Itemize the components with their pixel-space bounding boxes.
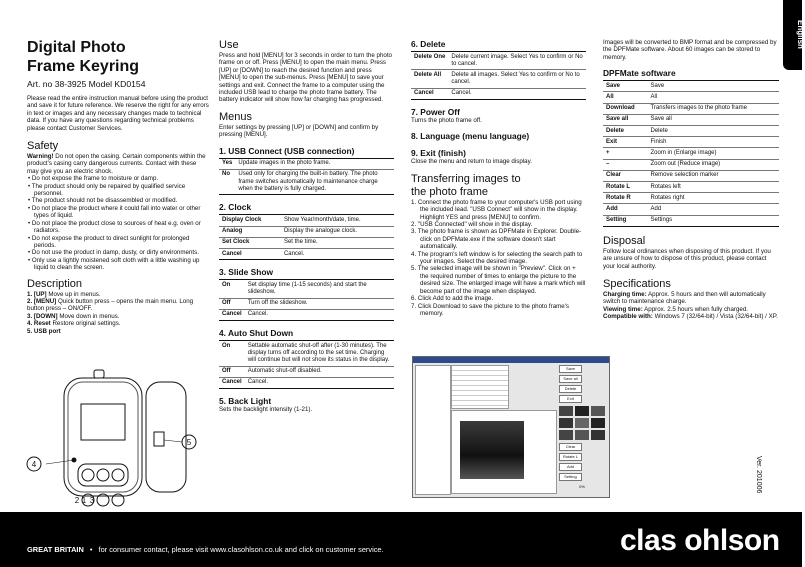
button-up — [82, 469, 94, 481]
disposal-text: Follow local ordinances when disposing of this product. If you are unsure of how to dispose of this product, please contact your local authority. — [603, 247, 771, 270]
footer-country: GREAT BRITAIN — [27, 545, 84, 554]
back-light-heading: 5. Back Light — [219, 396, 272, 407]
list-item: 1. Connect the photo frame to your computer's USB port using the included lead. "USB Connect" will show in the display. Highlight YES and press [MENU] to confirm. — [411, 198, 582, 221]
callout-3-label: 3 — [89, 496, 95, 505]
list-item: 4. The program's left window is for selecting the search path to your images. Select the desired image. — [411, 250, 583, 266]
language-tab-label: English — [795, 20, 805, 49]
column-4 — [603, 39, 779, 321]
power-off-text: Turns the photo frame off. — [411, 117, 482, 125]
callout-5-label: 5 — [186, 438, 192, 447]
clock-table — [219, 214, 394, 260]
title-line-1: Digital Photo — [27, 39, 126, 56]
table-row: + Zoom in (Enlarge image) — [603, 148, 779, 159]
footer-contact-text: for consumer contact, please visit www.clasohlson.co.uk and click on customer service. — [98, 545, 384, 554]
exit-button[interactable]: Exit — [559, 395, 582, 403]
list-item: • Do not place the product where it could fall into water or other types of liquid. — [28, 204, 201, 220]
transferring-heading-1: Transferring images to — [411, 172, 521, 185]
list-item: • Do not expose the product to direct sunlight for prolonged periods. — [28, 234, 190, 249]
usb-connect-table — [219, 158, 394, 196]
file-list — [451, 365, 509, 409]
button-menu — [97, 469, 109, 481]
menus-heading: Menus — [219, 110, 253, 123]
title-line-2: Frame Keyring — [27, 58, 140, 75]
table-row: Save all Save all — [603, 114, 779, 125]
table-row: All All — [603, 92, 779, 103]
table-row: Yes Update images in the photo frame. — [222, 160, 331, 167]
warning-label: Warning! — [27, 153, 54, 161]
table-row: Delete All Delete all images. Select Yes to confirm or No to cancel. — [411, 70, 586, 88]
clear-button[interactable]: Clear — [559, 443, 582, 451]
preview-pane — [451, 410, 557, 494]
bmp-note: Images will be converted to BMP format and be compressed by the DPFMate software. About 60 images can be stored to memory. — [603, 39, 777, 61]
clock-heading: 2. Clock — [219, 202, 252, 213]
description-item: 3. [DOWN] Move down in menus. — [27, 312, 120, 320]
table-row: Delete One Delete current image. Select Yes to confirm or No to cancel. — [414, 53, 583, 67]
list-item: • Do not expose the frame to moisture or damp. — [28, 175, 159, 183]
list-item: 3. The photo frame is shown as DPFMate in Explorer. Double-click on DPFMate.exe if the software doesn't start automatically. — [411, 228, 582, 251]
use-text: Press and hold [MENU] for 3 seconds in order to turn the photo frame on or off. Press [MENU] to open the main menu. Press [UP] or [DOWN] to reach the desired function and press [MENU] to open the sub-menus. Press [MENU] to save your settings and exit. Connect the frame to a computer using the included USB lead to charge the photo frame battery. The battery indicator will show how far charging has progressed. — [219, 52, 392, 104]
table-row: Cancel Cancel. — [219, 377, 394, 388]
list-item: 5. The selected image will be shown in "Preview". Click on + the required number of times to enlarge the picture to the desired size. The enlarged image will have a mark which will become part of the image when displayed. — [411, 265, 586, 295]
menus-text: Enter settings by pressing [UP] or [DOWN] and confirm by pressing [MENU]. — [219, 123, 379, 139]
table-row: Save Save — [606, 82, 665, 89]
list-item: • The product should only be repaired by qualified service personnel. — [28, 182, 186, 198]
keyring-loop — [94, 370, 104, 378]
table-row: On Set display time (1-15 seconds) and start the slideshow. — [222, 281, 367, 295]
slide-show-heading: 3. Slide Show — [219, 267, 273, 278]
usb-connect-heading: 1. USB Connect (USB connection) — [219, 145, 355, 156]
list-item: • Do not place the product close to sources of heat e.g. oven or radiators. — [28, 219, 201, 235]
thumbnail-grid — [559, 406, 605, 440]
table-row: – Zoom out (Reduce image) — [603, 159, 779, 170]
column-3 — [411, 39, 586, 317]
software-screenshot — [412, 356, 610, 498]
safety-heading: Safety — [27, 140, 59, 153]
table-row: Analog Display the analogue clock. — [219, 226, 394, 237]
table-row: Cancel Cancel. — [219, 249, 394, 260]
list-item: • The product should not be disassembled or modified. — [28, 197, 178, 205]
table-row: No Used only for charging the built-in battery. The photo frame switches automatically to maintenance charge when the battery is fully charged. — [219, 169, 394, 195]
footer-contact — [27, 545, 384, 554]
list-item: • Only use a lightly moistened soft cloth with a little washing up liquid to clean the screen. — [28, 256, 200, 272]
auto-shut-heading: 4. Auto Shut Down — [219, 328, 294, 339]
table-row: Setting Settings — [603, 215, 779, 226]
callout-2-label: 2 — [74, 496, 80, 505]
footer-bullet: • — [89, 545, 93, 554]
slide-show-table — [219, 279, 394, 321]
add-button[interactable]: Add — [559, 463, 582, 471]
table-row: Clear Remove selection marker — [603, 170, 779, 181]
save-button[interactable]: Save — [559, 365, 582, 373]
callout-4-label: 4 — [31, 460, 37, 469]
version-label: Ver. 201006 — [755, 456, 762, 494]
spec-item: Viewing time: Approx. 2.5 hours when fully charged. — [603, 305, 749, 313]
art-number: Art. no 38-3925 Model KD0154 — [27, 79, 146, 89]
description-item: 5. USB port — [27, 327, 61, 335]
language-tab — [783, 0, 805, 70]
list-item: 2. "USB Connected" will show in the display. — [411, 221, 533, 229]
table-row: Rotate R Rotates right — [603, 193, 779, 204]
delete-table — [411, 51, 586, 100]
spec-item: Charging time: Approx. 5 hours and then will automatically switch to maintenance charge. — [603, 291, 766, 306]
back-light-text: Sets the backlight intensity (1-21). — [219, 406, 313, 414]
use-heading: Use — [219, 39, 239, 51]
table-row: Exit Finish — [603, 137, 779, 148]
table-row: Rotate L Rotates left — [603, 182, 779, 193]
description-heading: Description — [27, 277, 83, 290]
disposal-heading: Disposal — [603, 234, 646, 247]
exit-heading: 9. Exit (finish) — [411, 148, 466, 159]
rotate-l-button[interactable]: Rotate L — [559, 453, 582, 461]
delete-heading: 6. Delete — [411, 39, 446, 49]
button-down — [112, 469, 124, 481]
description-item: 4. Reset Restore original settings. — [27, 320, 121, 328]
language-heading: 8. Language (menu language) — [411, 131, 530, 142]
device-side — [146, 382, 186, 492]
column-1 — [27, 38, 209, 335]
safety-warning — [27, 153, 209, 175]
table-row: Download Transfers images to the photo frame — [603, 103, 779, 114]
device-illustration — [26, 368, 206, 508]
preview-image — [460, 421, 524, 479]
table-row: Cancel Cancel. — [411, 88, 586, 99]
dpfmate-heading: DPFMate software — [603, 68, 676, 79]
device-front — [64, 378, 142, 496]
list-item: • Do not use the product in damp, dusty, or dirty environments. — [28, 249, 199, 257]
auto-shut-table — [219, 340, 394, 389]
table-row: Add Add — [603, 204, 779, 215]
table-row: Cancel Cancel. — [219, 309, 394, 320]
warning-text: Do not open the casing. Certain components within the product's casing carry dangerous currents. Contact with these may give you an electric shock. — [27, 153, 206, 175]
exit-text: Close the menu and return to image display. — [411, 158, 532, 166]
brand-logo: clas ohlson — [620, 524, 780, 557]
toolbar-buttons — [559, 365, 605, 490]
usb-port — [154, 432, 164, 446]
callout-1-label: 1 — [81, 496, 87, 505]
footer — [0, 512, 802, 567]
file-tree — [415, 365, 451, 495]
table-row: Set Clock Set the time. — [219, 237, 394, 248]
specifications-heading: Specifications — [603, 278, 671, 291]
table-row: Off Automatic shut-off disabled. — [219, 366, 394, 377]
device-screen — [81, 404, 125, 440]
delete-button[interactable]: Delete — [559, 385, 582, 393]
window-titlebar — [413, 357, 609, 363]
table-row: Off Turn off the slideshow. — [219, 298, 394, 309]
setting-button[interactable]: Setting — [559, 473, 582, 481]
intro-text: Please read the entire instruction manual before using the product and save it for future reference. We reserve the right for any errors in text or images and any necessary changes made to technical data. If you have any questions regarding technical problems please contact Customer Services. — [27, 95, 209, 132]
description-item: 1. [UP] Move up in menus. — [27, 290, 101, 298]
transferring-heading-2: the photo frame — [411, 185, 489, 198]
description-item: 2. [MENU] Quick button press – opens the main menu. Long button press – ON/OFF. — [27, 297, 194, 313]
dpfmate-table — [603, 80, 779, 227]
table-row: Display Clock Show Year/month/date, time. — [222, 216, 361, 223]
table-row: On Settable automatic shut-off after (1-30 minutes). The display turns off according to the set time. Charging will continue but will not show its status in the display. — [222, 342, 390, 363]
column-2 — [219, 39, 394, 414]
save-all-button[interactable]: Save all — [559, 375, 582, 383]
power-off-heading: 7. Power Off — [411, 107, 460, 118]
table-row: Delete Delete — [603, 126, 779, 137]
list-item: 6. Click Add to add the image. — [411, 295, 494, 303]
transfer-steps — [411, 199, 586, 318]
safety-list — [27, 175, 209, 271]
spec-item: Compatible with: Windows 7 (32/64-bit) / Vista (32/64-bit) / XP. — [603, 313, 778, 321]
list-item: 7. Click Download to save the picture to the photo frame's memory. — [411, 302, 570, 317]
zoom-value: 0% — [579, 484, 585, 489]
